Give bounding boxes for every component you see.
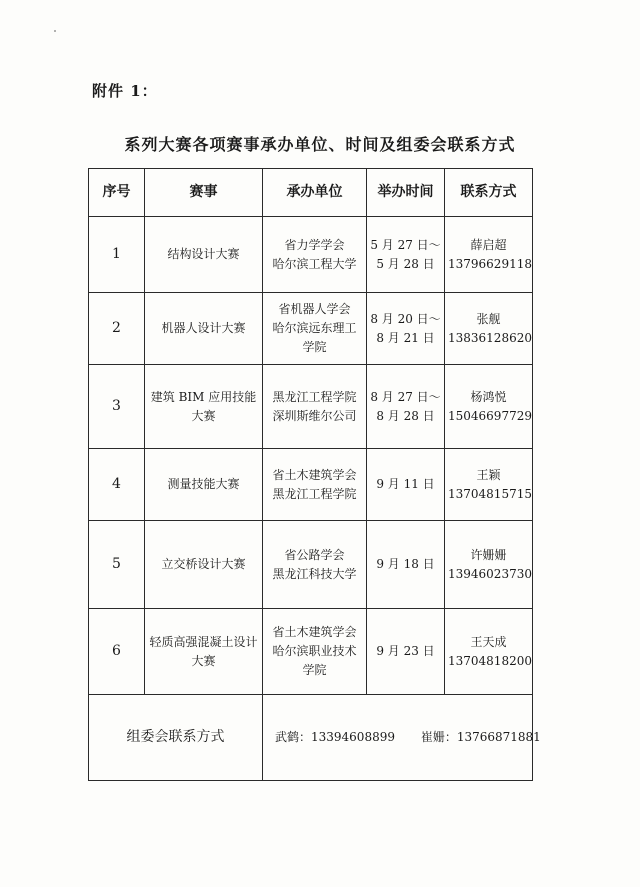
host-cell-line: 省土木建筑学会 xyxy=(272,467,357,482)
table-row xyxy=(89,449,533,521)
table-row xyxy=(89,609,533,695)
time-cell-line: 9 月 23 日 xyxy=(376,644,435,658)
document-title: 系列大赛各项赛事承办单位、时间及组委会联系方式 xyxy=(124,135,516,154)
event-cell xyxy=(145,521,263,609)
row-number: 3 xyxy=(89,365,145,449)
contact-name: 许姗姗 xyxy=(470,547,507,562)
contact-name: 杨鸿悦 xyxy=(470,389,507,404)
host-cell-line: 省土木建筑学会 xyxy=(272,625,357,639)
header-event: 赛事 xyxy=(145,169,263,217)
host-cell xyxy=(263,609,367,695)
table-row xyxy=(89,365,533,449)
contact-phone: 13946023730 xyxy=(448,566,532,581)
contact-name: 王天成 xyxy=(470,634,507,649)
host-cell-line: 哈尔滨工程大学 xyxy=(272,256,357,271)
row-number: 4 xyxy=(89,449,145,521)
host-cell-line: 哈尔滨职业技术 xyxy=(272,644,357,658)
time-cell-line: 5 月 28 日 xyxy=(376,256,435,271)
contact-cell xyxy=(445,449,533,521)
row-number: 1 xyxy=(89,217,145,293)
host-cell-line: 黑龙江工程学院 xyxy=(272,389,357,404)
contact-name: 薛启超 xyxy=(470,237,507,252)
events-table xyxy=(88,168,541,781)
contact-cell xyxy=(445,365,533,449)
contact-phone: 15046697729 xyxy=(448,408,532,423)
time-cell xyxy=(367,521,445,609)
host-cell-line: 黑龙江科技大学 xyxy=(272,566,357,581)
time-cell-line: 8 月 20 日～ xyxy=(370,311,441,326)
event-cell-line: 立交桥设计大赛 xyxy=(161,557,246,571)
host-cell-line: 黑龙江工程学院 xyxy=(272,486,357,501)
event-cell-line: 结构设计大赛 xyxy=(167,247,240,261)
header-row xyxy=(89,169,533,217)
time-cell xyxy=(367,217,445,293)
event-cell-line: 大赛 xyxy=(191,653,216,668)
contact-cell xyxy=(445,609,533,695)
footer-label: 组委会联系方式 xyxy=(89,695,263,781)
contact-cell xyxy=(445,217,533,293)
contact-cell xyxy=(445,293,533,365)
footer-contact-1: 武鹤：13394608899 xyxy=(275,730,395,744)
host-cell-line: 学院 xyxy=(302,663,327,677)
table-row xyxy=(89,217,533,293)
event-cell xyxy=(145,609,263,695)
attachment-label: 附件 1： xyxy=(92,82,158,100)
time-cell-line: 8 月 28 日 xyxy=(376,408,435,423)
contact-phone: 13704818200 xyxy=(448,653,532,668)
event-cell-line: 轻质高强混凝土设计 xyxy=(149,634,258,649)
footer-contacts xyxy=(263,695,541,781)
contact-name: 王颖 xyxy=(476,467,501,482)
host-cell xyxy=(263,217,367,293)
footer-row xyxy=(89,695,533,781)
row-number: 6 xyxy=(89,609,145,695)
host-cell xyxy=(263,521,367,609)
time-cell xyxy=(367,293,445,365)
host-cell-line: 哈尔滨远东理工 xyxy=(272,321,357,335)
row-number: 5 xyxy=(89,521,145,609)
host-cell-line: 省机器人学会 xyxy=(278,302,351,316)
host-cell-line: 深圳斯维尔公司 xyxy=(272,408,357,423)
time-cell-line: 5 月 27 日～ xyxy=(370,237,441,252)
event-cell-line: 建筑 BIM 应用技能 xyxy=(150,389,257,404)
contact-phone: 13836128620 xyxy=(448,330,532,345)
time-cell-line: 8 月 27 日～ xyxy=(370,389,441,404)
event-cell xyxy=(145,217,263,293)
header-time: 举办时间 xyxy=(367,169,445,217)
table-row xyxy=(89,521,533,609)
time-cell-line: 9 月 18 日 xyxy=(376,557,435,571)
event-cell xyxy=(145,293,263,365)
event-cell-line: 大赛 xyxy=(191,408,216,423)
contact-cell xyxy=(445,521,533,609)
host-cell xyxy=(263,293,367,365)
time-cell xyxy=(367,365,445,449)
contact-phone: 13796629118 xyxy=(448,256,532,271)
time-cell xyxy=(367,609,445,695)
host-cell-line: 省力学学会 xyxy=(284,237,345,252)
time-cell-line: 8 月 21 日 xyxy=(376,330,435,345)
footer-contact-2: 崔姗：13766871881 xyxy=(420,730,541,744)
event-cell-line: 测量技能大赛 xyxy=(167,477,240,491)
time-cell xyxy=(367,449,445,521)
host-cell-line: 学院 xyxy=(302,340,327,354)
host-cell-line: 省公路学会 xyxy=(284,547,345,562)
host-cell xyxy=(263,365,367,449)
host-cell xyxy=(263,449,367,521)
event-cell xyxy=(145,365,263,449)
contact-name: 张舰 xyxy=(476,311,501,326)
table-row xyxy=(89,293,533,365)
header-host: 承办单位 xyxy=(263,169,367,217)
header-contact: 联系方式 xyxy=(445,169,533,217)
row-number: 2 xyxy=(89,293,145,365)
time-cell-line: 9 月 11 日 xyxy=(376,477,435,491)
event-cell xyxy=(145,449,263,521)
contact-phone: 13704815715 xyxy=(448,486,532,501)
header-no: 序号 xyxy=(89,169,145,217)
scan-speck xyxy=(54,30,56,32)
event-cell-line: 机器人设计大赛 xyxy=(161,321,246,335)
